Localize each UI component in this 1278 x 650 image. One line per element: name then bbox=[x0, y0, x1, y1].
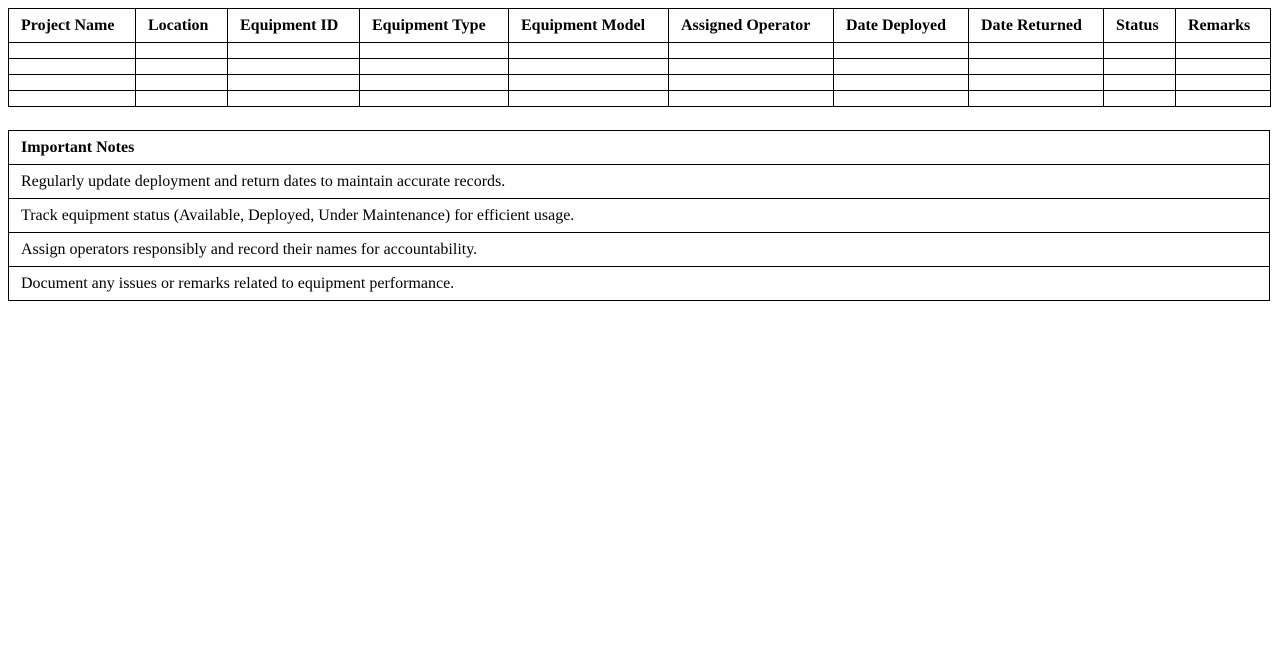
table-cell[interactable] bbox=[969, 43, 1104, 59]
column-header-assigned-operator: Assigned Operator bbox=[669, 9, 834, 43]
note-row bbox=[9, 199, 1270, 233]
table-cell[interactable] bbox=[969, 75, 1104, 91]
table-cell[interactable] bbox=[136, 91, 228, 107]
table-cell[interactable] bbox=[1176, 91, 1271, 107]
table-cell[interactable] bbox=[228, 91, 360, 107]
note-item: Track equipment status (Available, Deployed, Under Maintenance) for efficient usage. bbox=[9, 199, 1270, 233]
table-cell[interactable] bbox=[9, 75, 136, 91]
table-cell[interactable] bbox=[834, 59, 969, 75]
table-cell[interactable] bbox=[1176, 75, 1271, 91]
column-header-project-name: Project Name bbox=[9, 9, 136, 43]
important-notes-table bbox=[8, 130, 1270, 301]
table-cell[interactable] bbox=[1104, 43, 1176, 59]
table-cell[interactable] bbox=[136, 75, 228, 91]
note-row bbox=[9, 165, 1270, 199]
table-cell[interactable] bbox=[969, 91, 1104, 107]
table-row bbox=[9, 91, 1271, 107]
table-cell[interactable] bbox=[360, 91, 509, 107]
table-row bbox=[9, 43, 1271, 59]
table-cell[interactable] bbox=[136, 59, 228, 75]
notes-header-row bbox=[9, 131, 1270, 165]
table-cell[interactable] bbox=[834, 43, 969, 59]
column-header-remarks: Remarks bbox=[1176, 9, 1271, 43]
table-cell[interactable] bbox=[360, 43, 509, 59]
note-row bbox=[9, 233, 1270, 267]
column-header-date-deployed: Date Deployed bbox=[834, 9, 969, 43]
table-cell[interactable] bbox=[1176, 59, 1271, 75]
table-cell[interactable] bbox=[1104, 75, 1176, 91]
note-item: Document any issues or remarks related to equipment performance. bbox=[9, 267, 1270, 301]
column-header-status: Status bbox=[1104, 9, 1176, 43]
table-cell[interactable] bbox=[1176, 43, 1271, 59]
table-cell[interactable] bbox=[1104, 59, 1176, 75]
table-cell[interactable] bbox=[228, 59, 360, 75]
column-header-equipment-type: Equipment Type bbox=[360, 9, 509, 43]
table-cell[interactable] bbox=[360, 59, 509, 75]
table-cell[interactable] bbox=[228, 75, 360, 91]
table-cell[interactable] bbox=[228, 43, 360, 59]
table-cell[interactable] bbox=[669, 91, 834, 107]
table-cell[interactable] bbox=[136, 43, 228, 59]
table-cell[interactable] bbox=[969, 59, 1104, 75]
table-row bbox=[9, 59, 1271, 75]
table-cell[interactable] bbox=[669, 43, 834, 59]
column-header-date-returned: Date Returned bbox=[969, 9, 1104, 43]
table-cell[interactable] bbox=[360, 75, 509, 91]
table-cell[interactable] bbox=[509, 91, 669, 107]
notes-title: Important Notes bbox=[9, 131, 1270, 165]
table-cell[interactable] bbox=[834, 91, 969, 107]
table-cell[interactable] bbox=[509, 75, 669, 91]
column-header-location: Location bbox=[136, 9, 228, 43]
table-cell[interactable] bbox=[669, 75, 834, 91]
table-cell[interactable] bbox=[9, 43, 136, 59]
column-header-equipment-model: Equipment Model bbox=[509, 9, 669, 43]
note-item: Assign operators responsibly and record their names for accountability. bbox=[9, 233, 1270, 267]
table-header-row bbox=[9, 9, 1271, 43]
column-header-equipment-id: Equipment ID bbox=[228, 9, 360, 43]
equipment-log-table bbox=[8, 8, 1271, 107]
table-cell[interactable] bbox=[509, 59, 669, 75]
table-cell[interactable] bbox=[509, 43, 669, 59]
table-cell[interactable] bbox=[834, 75, 969, 91]
table-row bbox=[9, 75, 1271, 91]
note-row bbox=[9, 267, 1270, 301]
note-item: Regularly update deployment and return dates to maintain accurate records. bbox=[9, 165, 1270, 199]
table-cell[interactable] bbox=[1104, 91, 1176, 107]
table-cell[interactable] bbox=[669, 59, 834, 75]
table-cell[interactable] bbox=[9, 91, 136, 107]
table-cell[interactable] bbox=[9, 59, 136, 75]
